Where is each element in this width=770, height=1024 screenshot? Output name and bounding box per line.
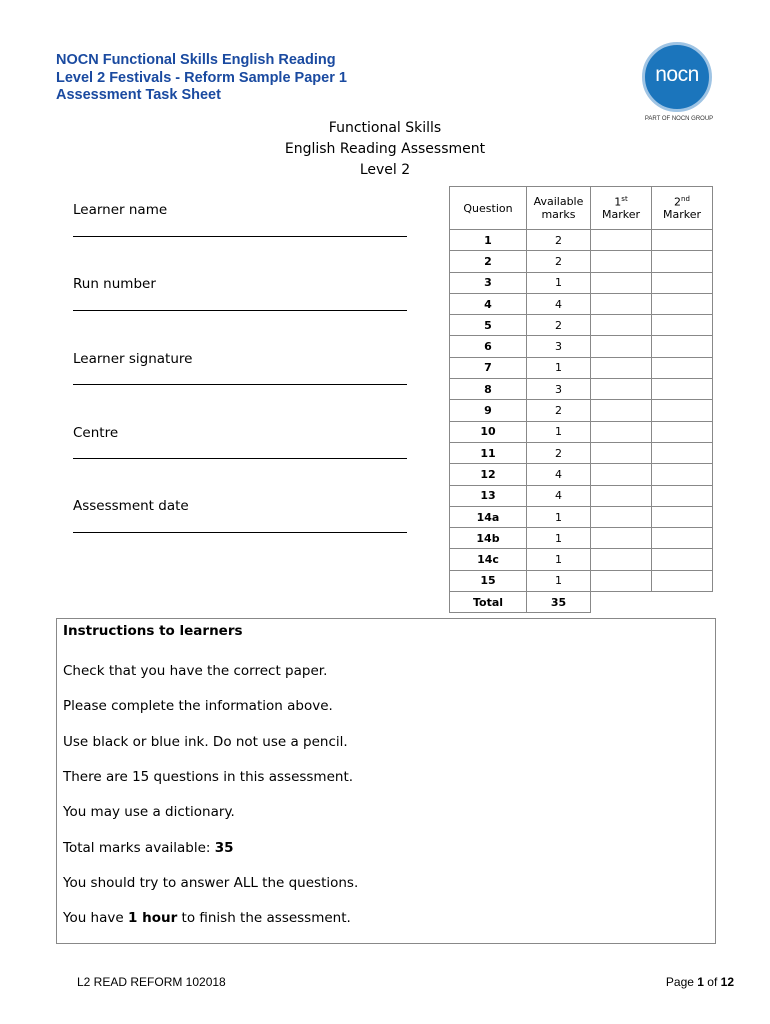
first-marker-cell[interactable] xyxy=(591,528,652,549)
marks-cell: 2 xyxy=(527,315,591,336)
title-line-2: English Reading Assessment xyxy=(284,141,486,157)
total-label: Total xyxy=(450,592,527,613)
second-marker-header xyxy=(652,187,713,230)
table-row xyxy=(450,442,713,463)
table-row xyxy=(450,251,713,272)
second-marker-word: Marker xyxy=(662,208,702,222)
table-row xyxy=(450,528,713,549)
marks-cell: 1 xyxy=(527,528,591,549)
total-marks: 35 xyxy=(527,592,591,613)
marks-cell: 3 xyxy=(527,379,591,400)
marks-cell: 4 xyxy=(527,293,591,314)
table-row xyxy=(450,293,713,314)
instruction-line: There are 15 questions in this assessment. xyxy=(63,769,354,785)
question-cell: 3 xyxy=(450,272,527,293)
empty-cell xyxy=(591,592,652,613)
table-row xyxy=(450,315,713,336)
second-marker-cell[interactable] xyxy=(652,336,713,357)
first-marker-header xyxy=(591,187,652,230)
of-word: of xyxy=(703,975,721,989)
first-marker-cell[interactable] xyxy=(591,464,652,485)
table-row xyxy=(450,570,713,591)
first-marker-word: Marker xyxy=(601,208,641,222)
run-number-label: Run number xyxy=(73,276,156,292)
question-cell: 12 xyxy=(450,464,527,485)
total-row xyxy=(450,592,713,613)
logo-subtext: PART OF NOCN GROUP xyxy=(644,116,714,122)
second-marker-num: 2 xyxy=(674,195,682,209)
title-line-3: Level 2 xyxy=(359,162,411,178)
question-cell: 10 xyxy=(450,421,527,442)
second-marker-sup: nd xyxy=(681,194,690,203)
question-cell: 14a xyxy=(450,506,527,527)
first-marker-num: 1 xyxy=(614,195,622,209)
available-marks-header xyxy=(527,187,591,230)
page-current: 1 xyxy=(697,975,704,989)
time-post: to finish the assessment. xyxy=(177,910,351,926)
question-cell: 6 xyxy=(450,336,527,357)
question-cell: 11 xyxy=(450,442,527,463)
table-row xyxy=(450,357,713,378)
instruction-line: You should try to answer ALL the questions. xyxy=(63,875,359,891)
first-marker-cell[interactable] xyxy=(591,400,652,421)
second-marker-cell[interactable] xyxy=(652,549,713,570)
second-marker-cell[interactable] xyxy=(652,293,713,314)
question-cell: 15 xyxy=(450,570,527,591)
question-cell: 5 xyxy=(450,315,527,336)
marks-table-header xyxy=(450,187,713,230)
question-cell: 7 xyxy=(450,357,527,378)
table-row xyxy=(450,485,713,506)
second-marker-cell[interactable] xyxy=(652,230,713,251)
header-line-3: Assessment Task Sheet xyxy=(56,87,221,103)
instruction-line: You may use a dictionary. xyxy=(63,804,235,820)
marks-cell: 4 xyxy=(527,485,591,506)
instruction-line-total-marks xyxy=(63,840,234,856)
centre-label: Centre xyxy=(73,425,119,441)
question-cell: 13 xyxy=(450,485,527,506)
header-line-1: NOCN Functional Skills English Reading xyxy=(56,52,336,68)
learner-name-line[interactable] xyxy=(73,236,407,237)
question-cell: 14c xyxy=(450,549,527,570)
marks-cell: 1 xyxy=(527,570,591,591)
marks-cell: 2 xyxy=(527,230,591,251)
document-header xyxy=(56,52,347,105)
second-marker-cell[interactable] xyxy=(652,464,713,485)
time-bold: 1 hour xyxy=(127,910,178,926)
first-marker-cell[interactable] xyxy=(591,379,652,400)
marks-cell: 1 xyxy=(527,506,591,527)
first-marker-cell[interactable] xyxy=(591,315,652,336)
table-row xyxy=(450,549,713,570)
marks-cell: 1 xyxy=(527,272,591,293)
second-marker-cell[interactable] xyxy=(652,357,713,378)
total-marks-value: 35 xyxy=(214,840,234,856)
marks-table xyxy=(449,186,713,613)
total-marks-text: Total marks available: xyxy=(63,840,215,856)
second-marker-cell[interactable] xyxy=(652,251,713,272)
instruction-line-time xyxy=(63,910,351,926)
marks-cell: 1 xyxy=(527,421,591,442)
page-number xyxy=(666,975,734,989)
table-row xyxy=(450,421,713,442)
question-header: Question xyxy=(450,187,527,230)
nocn-logo xyxy=(640,42,718,122)
marks-cell: 3 xyxy=(527,336,591,357)
second-marker-cell[interactable] xyxy=(652,379,713,400)
marks-cell: 2 xyxy=(527,251,591,272)
table-row xyxy=(450,464,713,485)
second-marker-cell[interactable] xyxy=(652,272,713,293)
marks-cell: 2 xyxy=(527,400,591,421)
first-marker-cell[interactable] xyxy=(591,357,652,378)
learner-signature-label: Learner signature xyxy=(73,351,193,367)
instruction-line: Check that you have the correct paper. xyxy=(63,663,328,679)
footer-code: L2 READ REFORM 102018 xyxy=(77,975,226,989)
table-row xyxy=(450,400,713,421)
question-cell: 4 xyxy=(450,293,527,314)
first-marker-cell[interactable] xyxy=(591,442,652,463)
marks-cell: 4 xyxy=(527,464,591,485)
header-line-2: Level 2 Festivals - Reform Sample Paper 1 xyxy=(56,69,347,86)
second-marker-cell[interactable] xyxy=(652,506,713,527)
first-marker-cell[interactable] xyxy=(591,230,652,251)
instructions-box xyxy=(56,618,716,944)
second-marker-cell[interactable] xyxy=(652,570,713,591)
first-marker-cell[interactable] xyxy=(591,336,652,357)
page-total: 12 xyxy=(720,975,734,989)
second-marker-cell[interactable] xyxy=(652,528,713,549)
available-header-line1: Available xyxy=(533,195,584,208)
page-word: Page xyxy=(665,975,698,989)
table-row xyxy=(450,230,713,251)
table-row xyxy=(450,506,713,527)
first-marker-cell[interactable] xyxy=(591,272,652,293)
instructions-title: Instructions to learners xyxy=(63,623,243,639)
second-marker-cell[interactable] xyxy=(652,421,713,442)
time-pre: You have xyxy=(63,910,128,926)
question-cell: 14b xyxy=(450,528,527,549)
learner-name-label: Learner name xyxy=(73,202,168,218)
table-row xyxy=(450,272,713,293)
marks-cell: 1 xyxy=(527,357,591,378)
title-line-1: Functional Skills xyxy=(328,120,442,136)
second-marker-cell[interactable] xyxy=(652,485,713,506)
second-marker-cell[interactable] xyxy=(652,400,713,421)
empty-cell xyxy=(652,592,713,613)
marks-cell: 2 xyxy=(527,442,591,463)
marks-cell: 1 xyxy=(527,549,591,570)
first-marker-cell[interactable] xyxy=(591,485,652,506)
logo-text: nocn xyxy=(655,63,699,86)
available-header-line2: marks xyxy=(541,208,576,221)
question-cell: 8 xyxy=(450,379,527,400)
table-row xyxy=(450,336,713,357)
centre-line[interactable] xyxy=(73,458,407,459)
first-marker-cell[interactable] xyxy=(591,549,652,570)
first-marker-cell[interactable] xyxy=(591,421,652,442)
table-row xyxy=(450,379,713,400)
assessment-date-label: Assessment date xyxy=(73,498,189,514)
learner-signature-line[interactable] xyxy=(73,384,407,385)
first-marker-cell[interactable] xyxy=(591,251,652,272)
assessment-date-line[interactable] xyxy=(73,532,407,533)
second-marker-cell[interactable] xyxy=(652,442,713,463)
assessment-title xyxy=(200,118,570,181)
question-cell: 9 xyxy=(450,400,527,421)
first-marker-cell[interactable] xyxy=(591,506,652,527)
question-cell: 2 xyxy=(450,251,527,272)
question-cell: 1 xyxy=(450,230,527,251)
second-marker-cell[interactable] xyxy=(652,315,713,336)
first-marker-cell[interactable] xyxy=(591,570,652,591)
first-marker-sup: st xyxy=(621,194,628,203)
first-marker-cell[interactable] xyxy=(591,293,652,314)
instruction-line: Use black or blue ink. Do not use a pencil. xyxy=(63,734,348,750)
instruction-line: Please complete the information above. xyxy=(63,698,333,714)
run-number-line[interactable] xyxy=(73,310,407,311)
